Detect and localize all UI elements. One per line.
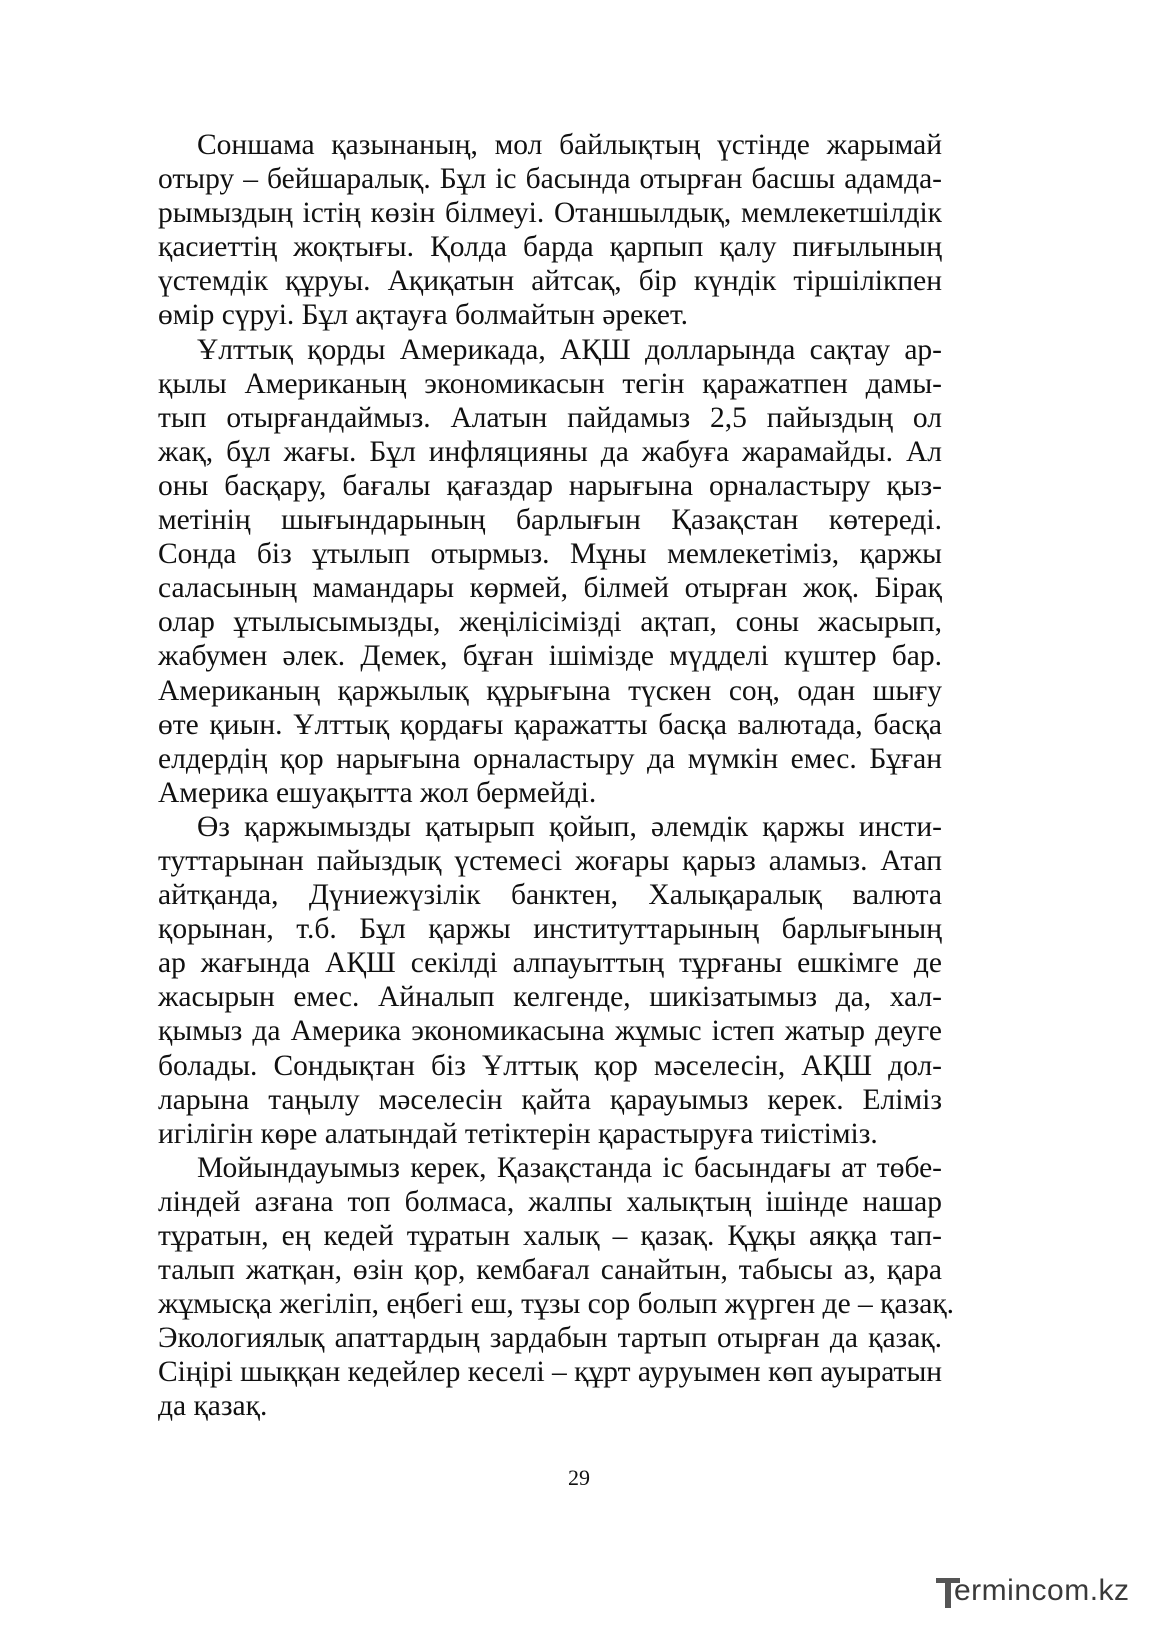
watermark-text: ermincom.kz	[954, 1574, 1130, 1607]
text-line: үстемдік құруы. Ақиқатын айтсақ, бір күндік тіршілікпен	[158, 265, 942, 298]
text-line: Американың қаржылық құрығына түскен соң, одан шығу	[158, 674, 942, 707]
text-line: метінің шығындарының барлығын Қазақстан көтереді.	[158, 504, 942, 537]
text-line: отыру – бейшаралық. Бұл іс басында отырған басшы адамда-	[158, 163, 942, 196]
text-line: Соншама қазынаның, мол байлықтың үстінде жарымай	[197, 129, 942, 161]
text-line: Америка ешуақытта жол бермейді.	[158, 776, 597, 809]
text-line: тып отырғандаймыз. Алатын пайдамыз 2,5 пайыздың ол	[158, 401, 942, 434]
text-line: ар жағында АҚШ секілді алпауыттың тұрғаны ешкімге де	[158, 947, 942, 980]
body-text	[158, 128, 955, 1424]
text-line: қымыз да Америка экономикасына жұмыс істеп жатыр деуге	[158, 1015, 942, 1048]
text-line: жасырын емес. Айналып келгенде, шикізатымыз да, хал-	[158, 981, 942, 1014]
text-line: оны басқару, бағалы қағаздар нарығына орналастыру қыз-	[158, 469, 942, 502]
text-line: қылы Американың экономикасын тегін қаражатпен дамы-	[158, 367, 942, 400]
text-line: Өз қаржымызды қатырып қойып, әлемдік қаржы инсти-	[197, 810, 942, 843]
text-line: Мойындауымыз керек, Қазақстанда іс басындағы ат төбе-	[197, 1151, 942, 1184]
text-line: туттарынан пайыздық үстемесі жоғары қарыз аламыз. Атап	[158, 844, 942, 877]
page-number: 29	[568, 1465, 590, 1490]
text-line: олар ұтылысымызды, жеңілісімізді ақтап, соны жасырып,	[158, 606, 942, 639]
text-line: болады. Сондықтан біз Ұлттық қор мәселесін, АҚШ дол-	[158, 1049, 942, 1082]
text-line: да қазақ.	[158, 1390, 268, 1423]
text-line: Сонда біз ұтылып отырмыз. Мұны мемлекетіміз, қаржы	[158, 538, 942, 571]
text-line: қасиеттің жоқтығы. Қолда барда қарпып қалу пиғылының	[158, 231, 942, 264]
text-line: ларына таңылу мәселесін қайта қарауымыз керек. Еліміз	[158, 1083, 942, 1116]
text-line: игілігін көре алатындай тетіктерін қарастыруға тиістіміз.	[158, 1117, 878, 1150]
text-line: жабумен әлек. Демек, бұған ішімізде мүдделі күштер бар.	[158, 640, 942, 673]
text-line: Экологиялық апаттардың зардабын тартып отырған да қазақ.	[158, 1322, 942, 1355]
text-line: саласының мамандары көрмей, білмей отырған жоқ. Бірақ	[158, 572, 942, 605]
text-line: жақ, бұл жағы. Бұл инфляцияны да жабуға жарамайды. Ал	[158, 435, 942, 468]
text-line: рымыздың істің көзін білмеуі. Отаншылдық, мемлекетшілдік	[158, 197, 942, 230]
text-line: қорынан, т.б. Бұл қаржы институттарының барлығының	[158, 913, 942, 946]
text-line: Сіңірі шыққан кедейлер кеселі – құрт ауруымен көп ауыратын	[158, 1356, 943, 1389]
text-line: жұмысқа жегіліп, еңбегі еш, тұзы сор болып жүрген де – қазақ.	[158, 1288, 955, 1321]
watermark	[936, 1572, 1148, 1616]
text-line: айтқанда, Дүниежүзілік банктен, Халықаралық валюта	[158, 879, 942, 912]
text-line: елдердің қор нарығына орналастыру да мүмкін емес. Бұған	[158, 742, 942, 775]
text-line: ліндей азғана топ болмаса, жалпы халықтың ішінде нашар	[158, 1185, 942, 1218]
text-line: өте қиын. Ұлттық қордағы қаражатты басқа валютада, басқа	[158, 708, 942, 741]
text-line: Ұлттық қорды Америкада, АҚШ долларында сақтау ар-	[197, 333, 942, 366]
text-line: талып жатқан, өзін қор, кембағал санайтын, табысы аз, қара	[158, 1254, 942, 1287]
text-line: өмір сүруі. Бұл ақтауға болмайтын әрекет.	[158, 299, 689, 332]
text-line: тұратын, ең кедей тұратын халық – қазақ. Құқы аяққа тап-	[158, 1220, 942, 1252]
